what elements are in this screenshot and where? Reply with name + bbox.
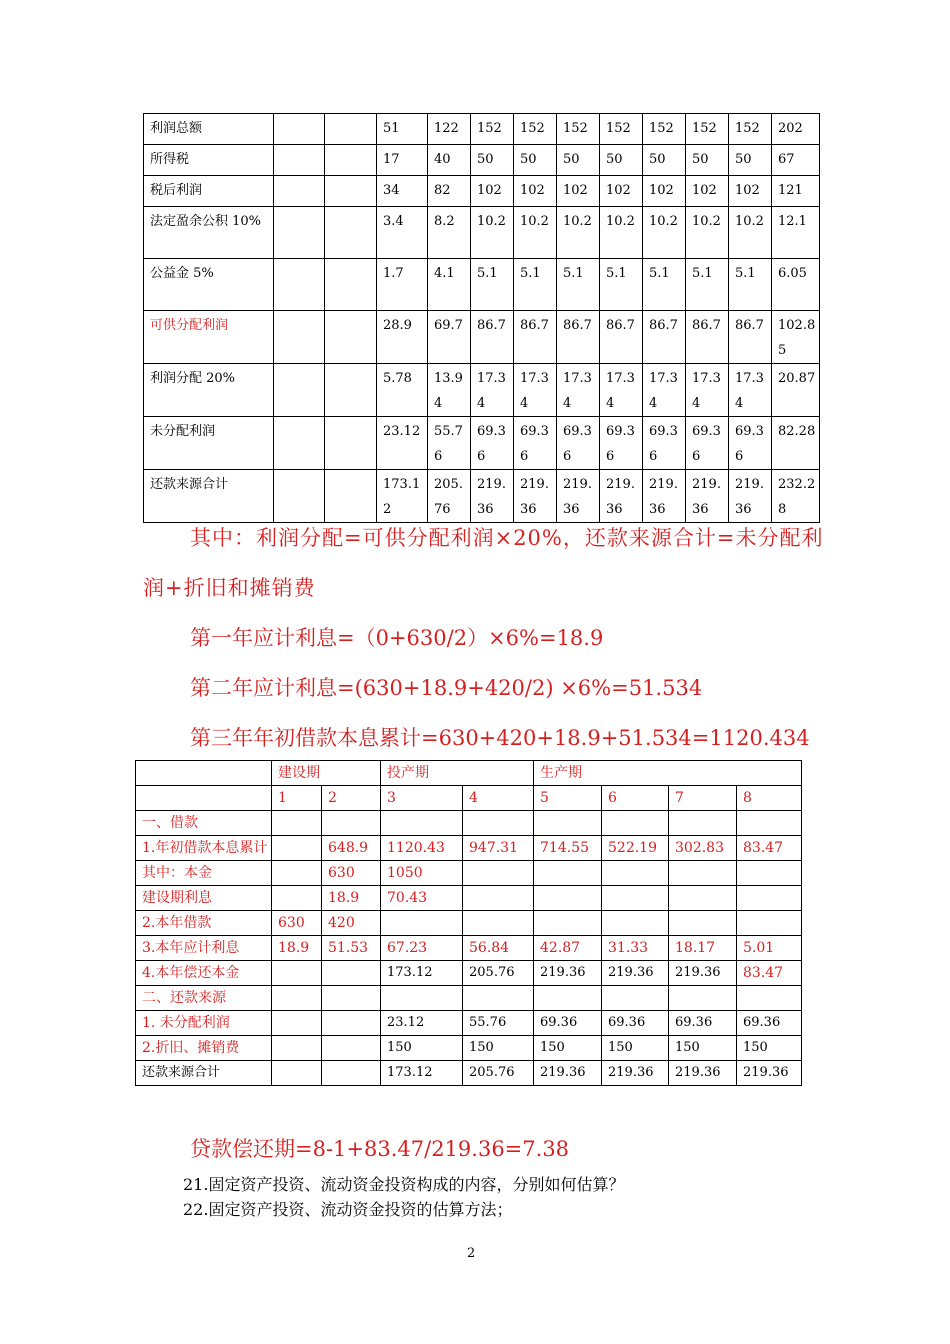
table-cell: 10.2 (471, 207, 514, 259)
table-cell: 219.36 (557, 470, 600, 523)
table-cell: 205.76 (463, 1061, 534, 1086)
table-cell (737, 861, 802, 886)
empty-cell (325, 470, 377, 523)
table-cell (534, 861, 602, 886)
table-cell: 67 (772, 145, 820, 176)
table-cell (272, 886, 322, 911)
row-label: 法定盈余公积 10% (144, 207, 274, 259)
table-cell: 69.36 (669, 1011, 737, 1036)
table-row (136, 1036, 802, 1061)
table-cell (602, 986, 669, 1011)
table-cell: 219.36 (514, 470, 557, 523)
table-cell: 152 (600, 114, 643, 145)
table-cell: 522.19 (602, 836, 669, 861)
row-label: 可供分配利润 (144, 311, 274, 364)
table-cell: 102 (729, 176, 772, 207)
empty-cell (325, 417, 377, 470)
table-cell (737, 911, 802, 936)
table-cell: 122 (428, 114, 471, 145)
table-cell (322, 1061, 381, 1086)
table-cell: 10.2 (514, 207, 557, 259)
table-cell: 86.7 (557, 311, 600, 364)
table-cell (463, 886, 534, 911)
table-cell: 13.94 (428, 364, 471, 417)
table-cell: 8.2 (428, 207, 471, 259)
table-cell: 20.87 (772, 364, 820, 417)
table-cell (602, 861, 669, 886)
table-cell (669, 911, 737, 936)
table-row (136, 1011, 802, 1036)
empty-cell (274, 145, 325, 176)
table-cell: 17.34 (729, 364, 772, 417)
production-period-header: 生产期 (534, 761, 802, 786)
table-cell: 67.23 (381, 936, 463, 961)
table-cell: 102 (600, 176, 643, 207)
year-header: 2 (322, 786, 381, 811)
empty-cell (274, 259, 325, 311)
table-cell: 86.7 (729, 311, 772, 364)
note-line-2: 润+折旧和摊销费 (143, 576, 316, 600)
table-cell (602, 811, 669, 836)
empty-cell (325, 311, 377, 364)
empty-cell (136, 786, 272, 811)
table-cell: 5.1 (514, 259, 557, 311)
year-header: 8 (737, 786, 802, 811)
table-cell: 18.17 (669, 936, 737, 961)
table-cell: 219.36 (600, 470, 643, 523)
table-cell (322, 811, 381, 836)
table-cell (272, 811, 322, 836)
table-cell (322, 961, 381, 986)
table-cell: 69.36 (737, 1011, 802, 1036)
table-cell: 69.36 (686, 417, 729, 470)
table-cell: 18.9 (272, 936, 322, 961)
table-cell: 150 (737, 1036, 802, 1061)
table-cell: 121 (772, 176, 820, 207)
table-cell (463, 811, 534, 836)
table-cell: 69.36 (514, 417, 557, 470)
table-cell: 152 (471, 114, 514, 145)
empty-cell (325, 114, 377, 145)
table-cell: 17.34 (514, 364, 557, 417)
table-cell: 150 (534, 1036, 602, 1061)
table-cell: 69.7 (428, 311, 471, 364)
table-cell: 82.28 (772, 417, 820, 470)
table-cell: 50 (471, 145, 514, 176)
table-row (136, 961, 802, 986)
table-cell: 40 (428, 145, 471, 176)
table-cell: 86.7 (643, 311, 686, 364)
table-cell: 219.36 (602, 961, 669, 986)
table-cell: 55.76 (428, 417, 471, 470)
empty-cell (325, 145, 377, 176)
table-row (144, 364, 820, 417)
table-cell: 5.1 (471, 259, 514, 311)
table-cell: 12.1 (772, 207, 820, 259)
table-cell: 34 (377, 176, 428, 207)
table-cell: 152 (729, 114, 772, 145)
row-label: 建设期利息 (136, 886, 272, 911)
table-row (144, 470, 820, 523)
table-cell: 10.2 (600, 207, 643, 259)
table-cell: 219.36 (534, 1061, 602, 1086)
table-cell: 86.7 (514, 311, 557, 364)
table-cell: 50 (514, 145, 557, 176)
table-cell (322, 1011, 381, 1036)
table-cell: 219.36 (602, 1061, 669, 1086)
table-cell (602, 911, 669, 936)
table-cell: 102 (557, 176, 600, 207)
table-cell: 173.12 (381, 1061, 463, 1086)
table-cell: 69.36 (729, 417, 772, 470)
table-cell: 102 (514, 176, 557, 207)
table-row (144, 176, 820, 207)
table-row (144, 207, 820, 259)
table-cell: 219.36 (669, 961, 737, 986)
table-cell: 219.36 (534, 961, 602, 986)
table-cell: 50 (600, 145, 643, 176)
table-cell: 152 (643, 114, 686, 145)
table-cell: 150 (602, 1036, 669, 1061)
row-label: 2.折旧、摊销费 (136, 1036, 272, 1061)
table-cell: 4.1 (428, 259, 471, 311)
row-label: 1. 未分配利润 (136, 1011, 272, 1036)
empty-cell (274, 176, 325, 207)
table-cell: 173.12 (381, 961, 463, 986)
table-cell (381, 911, 463, 936)
table-cell (322, 1036, 381, 1061)
row-label: 4.本年偿还本金 (136, 961, 272, 986)
table-cell: 5.1 (600, 259, 643, 311)
empty-cell (274, 364, 325, 417)
table-cell: 5.78 (377, 364, 428, 417)
table-cell: 86.7 (686, 311, 729, 364)
table-cell (272, 986, 322, 1011)
table-cell (669, 986, 737, 1011)
repayment-period: 贷款偿还期=8-1+83.47/219.36=7.38 (190, 1137, 570, 1161)
year-header: 7 (669, 786, 737, 811)
empty-cell (136, 761, 272, 786)
table-cell: 3.4 (377, 207, 428, 259)
table-cell (381, 811, 463, 836)
table-cell: 70.43 (381, 886, 463, 911)
table-cell: 50 (557, 145, 600, 176)
table-cell: 23.12 (377, 417, 428, 470)
note-line-1: 其中：利润分配=可供分配利润×20%，还款来源合计=未分配利 (190, 526, 824, 550)
table-cell: 69.36 (534, 1011, 602, 1036)
table-cell: 55.76 (463, 1011, 534, 1036)
row-label: 1.年初借款本息累计 (136, 836, 272, 861)
table-cell: 420 (322, 911, 381, 936)
table-cell: 102 (686, 176, 729, 207)
table-cell: 10.2 (643, 207, 686, 259)
row-label: 2.本年借款 (136, 911, 272, 936)
empty-cell (325, 207, 377, 259)
table-row (144, 259, 820, 311)
table-cell: 630 (322, 861, 381, 886)
table-cell: 102 (643, 176, 686, 207)
table-cell: 10.2 (729, 207, 772, 259)
table-cell: 42.87 (534, 936, 602, 961)
table-cell: 69.36 (643, 417, 686, 470)
table-cell: 10.2 (557, 207, 600, 259)
table-cell (669, 861, 737, 886)
year-header: 6 (602, 786, 669, 811)
table-cell: 219.36 (686, 470, 729, 523)
row-label: 税后利润 (144, 176, 274, 207)
empty-cell (274, 417, 325, 470)
empty-cell (325, 259, 377, 311)
empty-cell (274, 114, 325, 145)
row-label: 未分配利润 (144, 417, 274, 470)
table-cell: 5.1 (643, 259, 686, 311)
interest-year-1: 第一年应计利息=（0+630/2）×6%=18.9 (190, 626, 604, 650)
table-cell (463, 986, 534, 1011)
table-cell: 83.47 (737, 961, 802, 986)
table-cell: 302.83 (669, 836, 737, 861)
table-cell: 17.34 (600, 364, 643, 417)
table-cell (322, 986, 381, 1011)
table-cell (272, 961, 322, 986)
table-cell: 50 (729, 145, 772, 176)
table-cell: 50 (643, 145, 686, 176)
table-cell: 152 (514, 114, 557, 145)
table-cell: 150 (669, 1036, 737, 1061)
table-cell: 10.2 (686, 207, 729, 259)
table-row (144, 114, 820, 145)
table-row (144, 417, 820, 470)
row-label: 利润分配 20% (144, 364, 274, 417)
table-cell: 31.33 (602, 936, 669, 961)
table-cell (463, 911, 534, 936)
table-row (144, 145, 820, 176)
table-cell: 1050 (381, 861, 463, 886)
table-cell: 50 (686, 145, 729, 176)
table-row (136, 886, 802, 911)
table-row (136, 911, 802, 936)
row-label: 二、还款来源 (136, 986, 272, 1011)
row-label: 一、借款 (136, 811, 272, 836)
period-header-row (136, 761, 802, 786)
table-cell: 17.34 (471, 364, 514, 417)
table-row (136, 1061, 802, 1086)
table-cell: 69.36 (471, 417, 514, 470)
table-cell: 947.31 (463, 836, 534, 861)
table-cell (463, 861, 534, 886)
table-cell: 5.1 (686, 259, 729, 311)
row-label: 所得税 (144, 145, 274, 176)
empty-cell (325, 364, 377, 417)
table-cell (602, 886, 669, 911)
table-cell: 150 (381, 1036, 463, 1061)
table-cell: 51.53 (322, 936, 381, 961)
table-cell: 5.1 (557, 259, 600, 311)
year-header: 4 (463, 786, 534, 811)
interest-year-3-cumulative: 第三年年初借款本息累计=630+420+18.9+51.534=1120.434 (190, 726, 810, 750)
table-cell: 219.36 (737, 1061, 802, 1086)
year-header: 1 (272, 786, 322, 811)
table-cell (272, 1061, 322, 1086)
table-cell: 630 (272, 911, 322, 936)
table-cell: 83.47 (737, 836, 802, 861)
table-row (144, 311, 820, 364)
table-cell: 1.7 (377, 259, 428, 311)
row-label: 其中：本金 (136, 861, 272, 886)
table-cell (737, 986, 802, 1011)
row-label: 利润总额 (144, 114, 274, 145)
table-cell: 219.36 (471, 470, 514, 523)
page-number: 2 (467, 1246, 476, 1261)
table-cell: 69.36 (602, 1011, 669, 1036)
table-cell (534, 986, 602, 1011)
table-cell: 17.34 (557, 364, 600, 417)
row-label: 公益金 5% (144, 259, 274, 311)
table-cell (737, 886, 802, 911)
table-cell: 152 (557, 114, 600, 145)
table-cell: 82 (428, 176, 471, 207)
table-cell (534, 911, 602, 936)
table-cell: 219.36 (669, 1061, 737, 1086)
table-cell: 69.36 (557, 417, 600, 470)
commission-period-header: 投产期 (381, 761, 534, 786)
year-header: 3 (381, 786, 463, 811)
table-cell: 219.36 (643, 470, 686, 523)
empty-cell (274, 311, 325, 364)
table-cell: 23.12 (381, 1011, 463, 1036)
table-cell: 205.76 (428, 470, 471, 523)
profit-distribution-table (143, 113, 820, 523)
table-row (136, 861, 802, 886)
table-cell (272, 836, 322, 861)
table-cell: 1120.43 (381, 836, 463, 861)
table-cell: 56.84 (463, 936, 534, 961)
table-cell: 5.01 (737, 936, 802, 961)
table-cell: 714.55 (534, 836, 602, 861)
table-cell: 219.36 (729, 470, 772, 523)
table-row (136, 936, 802, 961)
row-label: 3.本年应计利息 (136, 936, 272, 961)
table-cell: 18.9 (322, 886, 381, 911)
table-cell: 150 (463, 1036, 534, 1061)
table-cell (272, 861, 322, 886)
row-label: 还款来源合计 (144, 470, 274, 523)
table-cell (669, 811, 737, 836)
table-row (136, 811, 802, 836)
table-cell (381, 986, 463, 1011)
table-cell: 232.28 (772, 470, 820, 523)
table-cell: 5.1 (729, 259, 772, 311)
interest-year-2: 第二年应计利息=(630+18.9+420/2) ×6%=51.534 (190, 676, 703, 700)
empty-cell (274, 207, 325, 259)
question-21: 21.固定资产投资、流动资金投资构成的内容，分别如何估算？ (183, 1175, 625, 1194)
empty-cell (274, 470, 325, 523)
year-header: 5 (534, 786, 602, 811)
table-cell: 648.9 (322, 836, 381, 861)
table-cell: 28.9 (377, 311, 428, 364)
year-header-row (136, 786, 802, 811)
table-cell: 86.7 (471, 311, 514, 364)
table-row (136, 836, 802, 861)
table-cell: 102 (471, 176, 514, 207)
table-cell: 86.7 (600, 311, 643, 364)
table-cell: 17.34 (686, 364, 729, 417)
table-cell: 102.85 (772, 311, 820, 364)
table-cell (669, 886, 737, 911)
table-cell: 51 (377, 114, 428, 145)
table-cell (534, 886, 602, 911)
empty-cell (325, 176, 377, 207)
table-cell (272, 1036, 322, 1061)
table-cell: 6.05 (772, 259, 820, 311)
table-cell: 173.12 (377, 470, 428, 523)
table-cell (534, 811, 602, 836)
table-cell: 69.36 (600, 417, 643, 470)
table-cell (737, 811, 802, 836)
table-cell: 202 (772, 114, 820, 145)
table-cell: 17.34 (643, 364, 686, 417)
table-cell: 17 (377, 145, 428, 176)
table-row (136, 986, 802, 1011)
table-cell: 152 (686, 114, 729, 145)
build-period-header: 建设期 (272, 761, 381, 786)
row-label: 还款来源合计 (136, 1061, 272, 1086)
question-22: 22.固定资产投资、流动资金投资的估算方法； (183, 1200, 513, 1219)
loan-repayment-table (135, 760, 802, 1086)
table-cell: 205.76 (463, 961, 534, 986)
table-cell (272, 1011, 322, 1036)
